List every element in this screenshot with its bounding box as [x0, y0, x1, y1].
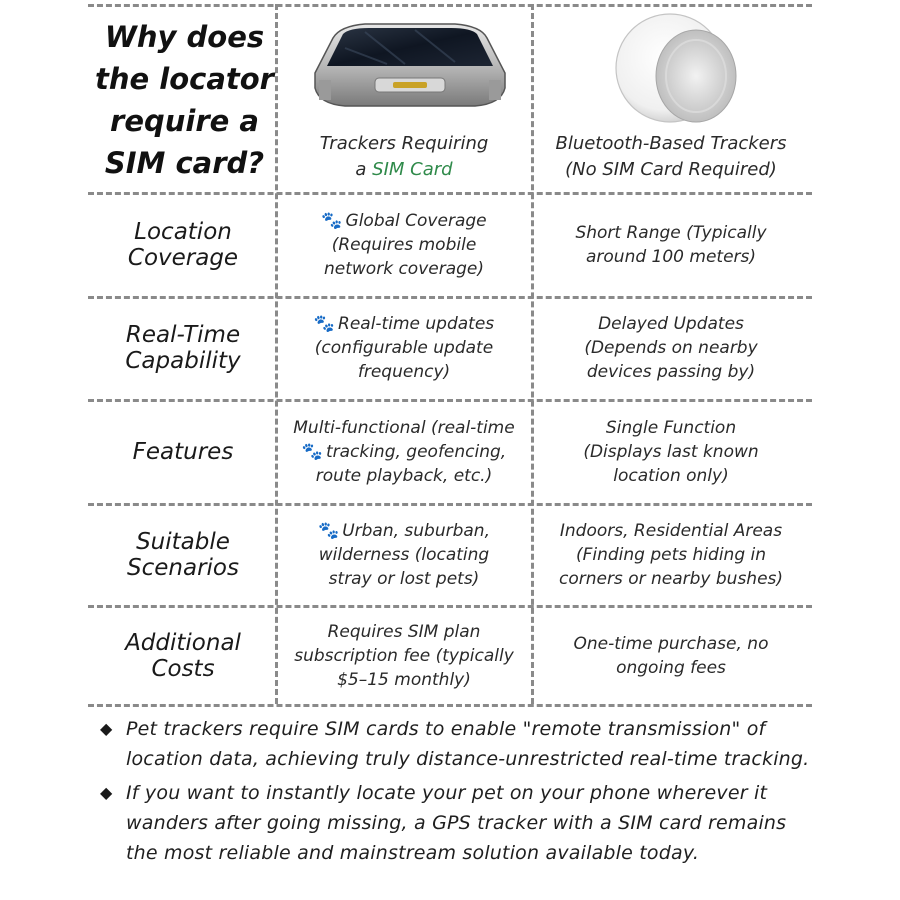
cell-line: (Displays last known	[583, 441, 759, 462]
grid-bottom-line	[88, 704, 812, 707]
cell-line: (Finding pets hiding in	[575, 545, 767, 565]
cell-line-text: tracking, geofencing,	[325, 441, 507, 462]
header-question: Why does the locator require a SIM card?	[95, 20, 274, 180]
paw-icon: 🐾	[321, 211, 343, 231]
gps-tracker-image	[305, 18, 515, 118]
grid-col-divider-2	[531, 4, 534, 704]
bt-cell-features	[536, 403, 806, 500]
bt-cell-scenarios	[536, 507, 806, 603]
bullet-item	[100, 714, 820, 774]
row-label-line: Coverage	[127, 245, 239, 271]
cell-line: around 100 meters)	[585, 247, 757, 267]
bullet-text: If you want to instantly locate your pet on your phone wherever it wanders after going missing, a GPS tracker with a SIM card remains the most reliable and mainstream solution available today.	[126, 782, 787, 864]
cell-line-text: Urban, suburban,	[342, 521, 490, 541]
cell-line	[314, 312, 494, 336]
cell-line: wilderness (locating	[318, 545, 490, 565]
cell-line	[321, 209, 486, 233]
cell-line: One-time purchase, no	[573, 633, 769, 654]
cell-line	[318, 519, 490, 543]
cell-line	[302, 440, 506, 464]
cell-line-text: Real-time updates	[338, 314, 495, 334]
row-label-line: Capability	[125, 348, 241, 374]
sim-card-highlight: SIM Card	[372, 159, 453, 180]
sim-cell-features	[280, 403, 528, 500]
cell-line: (configurable update	[314, 338, 494, 358]
row-label-location-coverage	[92, 196, 274, 294]
sim-cell-location-coverage	[280, 196, 528, 294]
sim-cell-scenarios	[280, 507, 528, 603]
cell-line: Short Range (Typically	[575, 223, 767, 243]
column-header-bluetooth-line2: (No SIM Card Required)	[565, 159, 777, 180]
bullet-text: Pet trackers require SIM cards to enable "remote transmission" of location data, achieving truly distance-unrestricted real-time tracking.	[126, 718, 810, 770]
cell-line: stray or lost pets)	[328, 569, 480, 589]
paw-icon: 🐾	[318, 521, 340, 541]
row-label-line: Suitable	[136, 529, 230, 555]
column-header-sim-line1: Trackers Requiring	[319, 133, 489, 154]
bluetooth-tag-image	[592, 8, 752, 126]
bt-cell-location-coverage	[536, 196, 806, 294]
cell-line: Single Function	[605, 417, 737, 438]
row-label-line: Additional	[125, 629, 241, 656]
column-header-sim-line2	[355, 157, 452, 183]
cell-line: (Requires mobile	[331, 235, 477, 255]
cell-line: subscription fee (typically	[294, 645, 514, 666]
grid-line-5	[88, 605, 812, 608]
cell-line: route playback, etc.)	[315, 465, 493, 486]
row-label-line: Location	[134, 219, 232, 245]
cell-line: network coverage)	[324, 259, 484, 279]
column-header-bluetooth-line1: Bluetooth-Based Trackers	[555, 133, 787, 154]
cell-line: Requires SIM plan	[327, 621, 481, 642]
grid-line-3	[88, 399, 812, 402]
bullet-item	[100, 778, 820, 868]
row-label-line: Features	[132, 438, 234, 465]
row-label-costs	[92, 609, 274, 702]
paw-icon: 🐾	[301, 441, 323, 462]
cell-line: Indoors, Residential Areas	[559, 521, 783, 541]
column-header-sim-prefix: a	[355, 159, 373, 180]
cell-line: Multi-functional (real-time	[293, 417, 515, 438]
cell-line: Delayed Updates	[598, 314, 744, 334]
sim-cell-costs	[280, 609, 528, 702]
cell-line: frequency)	[357, 362, 451, 382]
paw-icon: 🐾	[313, 314, 336, 334]
row-label-line: Costs	[151, 655, 215, 682]
diamond-icon: ◆	[100, 783, 113, 802]
cell-line: devices passing by)	[586, 362, 756, 382]
row-label-scenarios	[92, 507, 274, 603]
column-header-bluetooth	[536, 128, 806, 186]
column-header-sim	[280, 128, 528, 186]
grid-top-line	[88, 4, 812, 7]
diamond-icon: ◆	[100, 719, 113, 738]
row-label-real-time	[92, 300, 274, 396]
cell-line: location only)	[613, 465, 729, 486]
cell-line: corners or nearby bushes)	[558, 569, 784, 589]
row-label-line: Real-Time	[125, 322, 241, 348]
cell-line: ongoing fees	[616, 657, 726, 678]
grid-line-4	[88, 503, 812, 506]
row-label-line: Scenarios	[127, 555, 239, 581]
bullet-notes	[100, 714, 820, 872]
cell-line: (Depends on nearby	[584, 338, 758, 358]
bt-cell-real-time	[536, 300, 806, 396]
cell-line-text: Global Coverage	[345, 211, 487, 231]
sim-cell-real-time	[280, 300, 528, 396]
bt-cell-costs	[536, 609, 806, 702]
cell-line: $5–15 monthly)	[337, 669, 471, 690]
grid-line-1	[88, 192, 812, 195]
row-label-features	[92, 403, 274, 500]
grid-line-2	[88, 296, 812, 299]
